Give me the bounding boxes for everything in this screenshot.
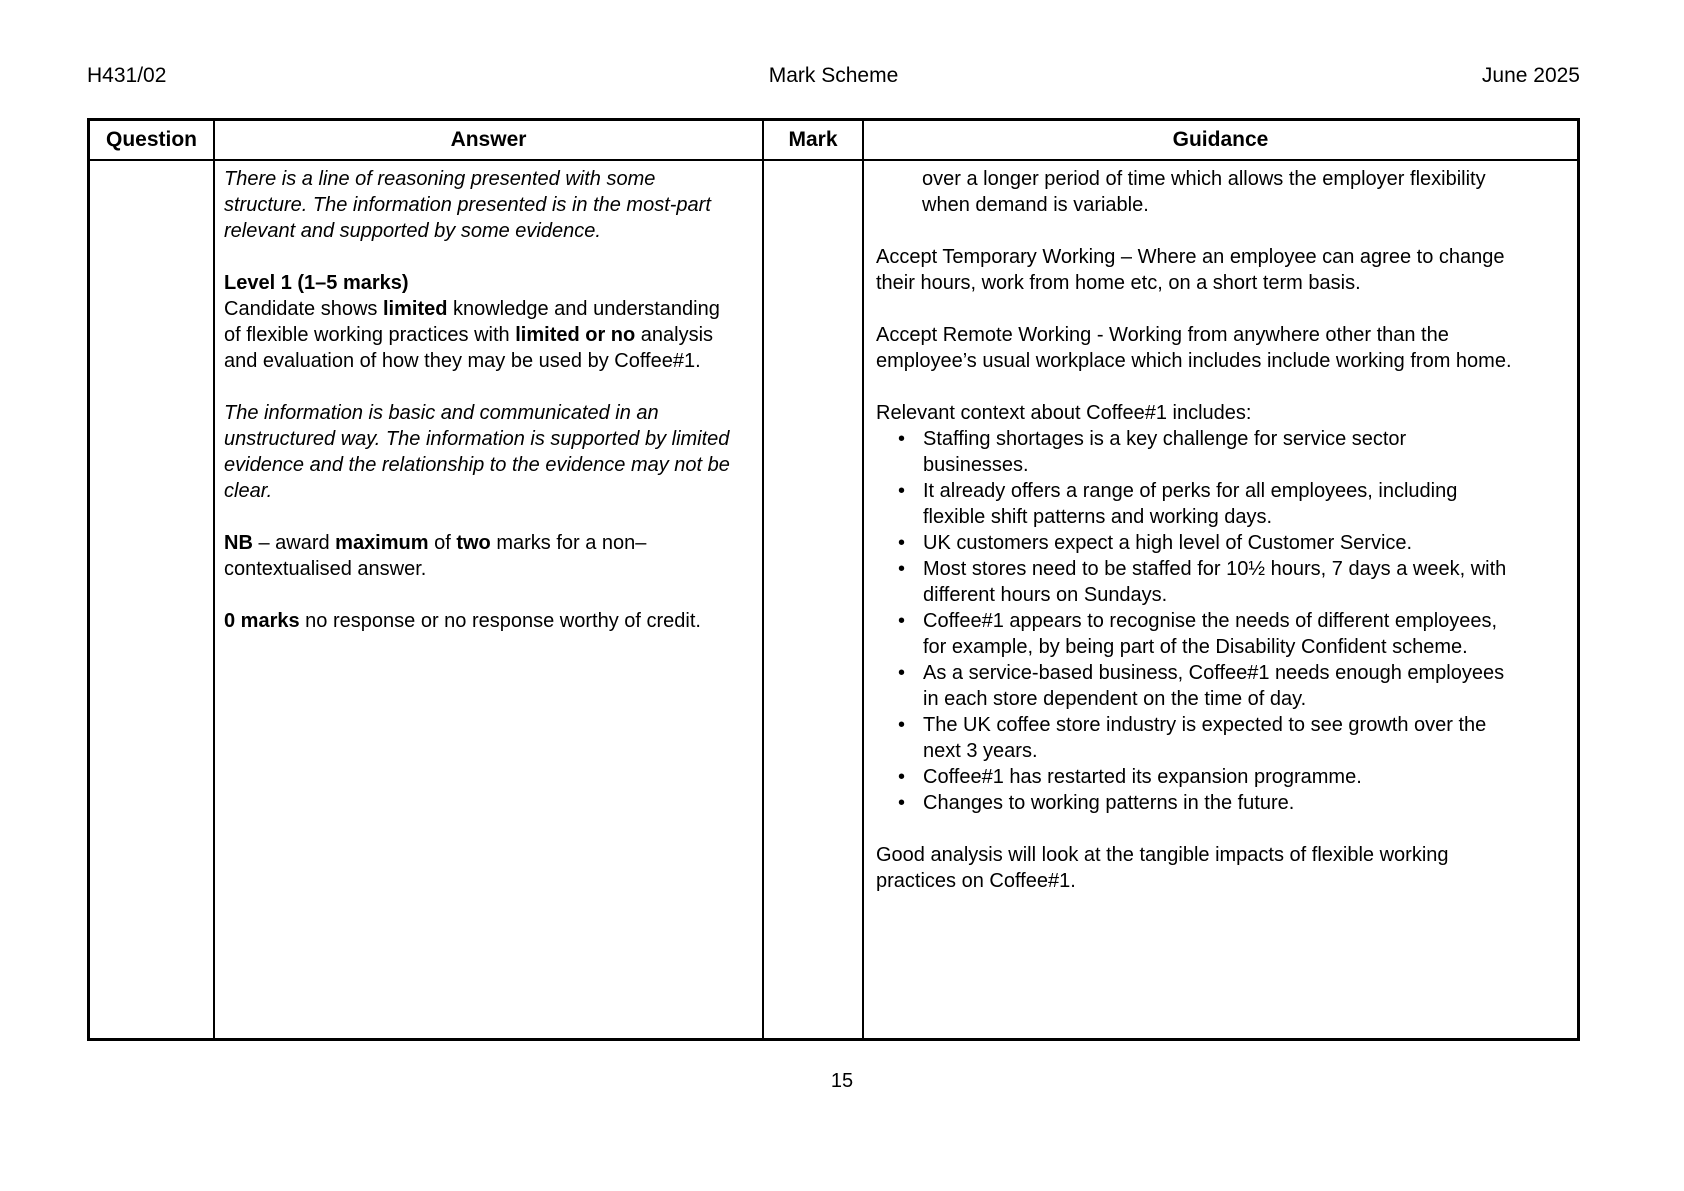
answer-paragraph <box>224 608 736 634</box>
guidance-paragraph: Accept Temporary Working – Where an employee can agree to change their hours, work from home etc, on a short term basis. <box>876 246 1505 294</box>
bullet-item: • UK customers expect a high level of Customer Service. <box>876 530 1515 556</box>
paragraph-spacer <box>876 816 1515 842</box>
text: of <box>428 532 457 554</box>
answer-paragraph: The information is basic and communicated in an unstructured way. The information is supported by limited evidence and the relationship to the evidence may not be clear. <box>224 402 730 502</box>
paragraph-spacer <box>224 504 736 530</box>
guidance-paragraph: Accept Remote Working - Working from anywhere other than the employee’s usual workplace which includes include working from home. <box>876 324 1512 372</box>
bold-text: limited or no <box>515 324 636 346</box>
paragraph-spacer <box>876 374 1515 400</box>
bold-text: NB <box>224 532 253 554</box>
guidance-paragraph: over a longer period of time which allows the employer flexibility when demand is variable. <box>922 168 1486 216</box>
answer-paragraph <box>224 296 736 374</box>
text: no response or no response worthy of credit. <box>299 610 701 632</box>
bullet-item: • It already offers a range of perks for all employees, including flexible shift patterns and working days. <box>876 478 1515 530</box>
answer-paragraph: There is a line of reasoning presented with some structure. The information presented is in the most-part relevant and supported by some evidence. <box>224 168 711 242</box>
text: Candidate shows <box>224 298 383 320</box>
paragraph-spacer <box>876 218 1515 244</box>
bullet-item: • Changes to working patterns in the future. <box>876 790 1515 816</box>
bold-text: two <box>456 532 491 554</box>
paragraph-spacer <box>224 244 736 270</box>
column-header-answer: Answer <box>215 121 764 161</box>
bullet-item: • The UK coffee store industry is expected to see growth over the next 3 years. <box>876 712 1515 764</box>
bold-text: limited <box>382 298 448 320</box>
paragraph-spacer <box>224 374 736 400</box>
answer-cell <box>215 161 764 1038</box>
paper-code: H431/02 <box>87 64 167 87</box>
column-header-mark: Mark <box>764 121 864 161</box>
column-header-guidance: Guidance <box>864 121 1577 161</box>
bullet-item: • Staffing shortages is a key challenge for service sector businesses. <box>876 426 1515 478</box>
page-number: 15 <box>830 1070 854 1092</box>
text: – award <box>252 532 336 554</box>
document-title: Mark Scheme <box>768 64 899 87</box>
text: marks for a non–contextualised answer. <box>224 532 647 580</box>
bold-text: 0 marks <box>224 610 300 632</box>
text: knowledge and understanding of flexible working practices with <box>224 298 720 346</box>
bullet-item: • Coffee#1 appears to recognise the needs of different employees, for example, by being part of the Disability Confident scheme. <box>876 608 1515 660</box>
bullet-item: • Coffee#1 has restarted its expansion programme. <box>876 764 1515 790</box>
paragraph-spacer <box>224 582 736 608</box>
bullet-item: • Most stores need to be staffed for 10½ hours, 7 days a week, with different hours on Sundays. <box>876 556 1515 608</box>
mark-scheme-table <box>87 118 1580 1041</box>
guidance-paragraph: Relevant context about Coffee#1 includes: <box>876 402 1252 424</box>
answer-paragraph <box>224 530 736 582</box>
session-date: June 2025 <box>1481 64 1580 87</box>
bold-text: maximum <box>335 532 429 554</box>
text: analysis and evaluation of how they may be used by Coffee#1. <box>224 324 714 372</box>
guidance-paragraph: Good analysis will look at the tangible impacts of flexible working practices on Coffee#1. <box>876 844 1449 892</box>
document-header <box>87 64 1580 88</box>
bullet-item: • As a service-based business, Coffee#1 needs enough employees in each store dependent on the time of day. <box>876 660 1515 712</box>
paragraph-spacer <box>876 296 1515 322</box>
guidance-cell <box>864 161 1577 1038</box>
bullet-list <box>876 426 1515 816</box>
answer-paragraph: Level 1 (1–5 marks) <box>224 272 409 294</box>
mark-cell <box>764 161 864 1038</box>
question-cell <box>90 161 215 1038</box>
column-header-question: Question <box>90 121 215 161</box>
